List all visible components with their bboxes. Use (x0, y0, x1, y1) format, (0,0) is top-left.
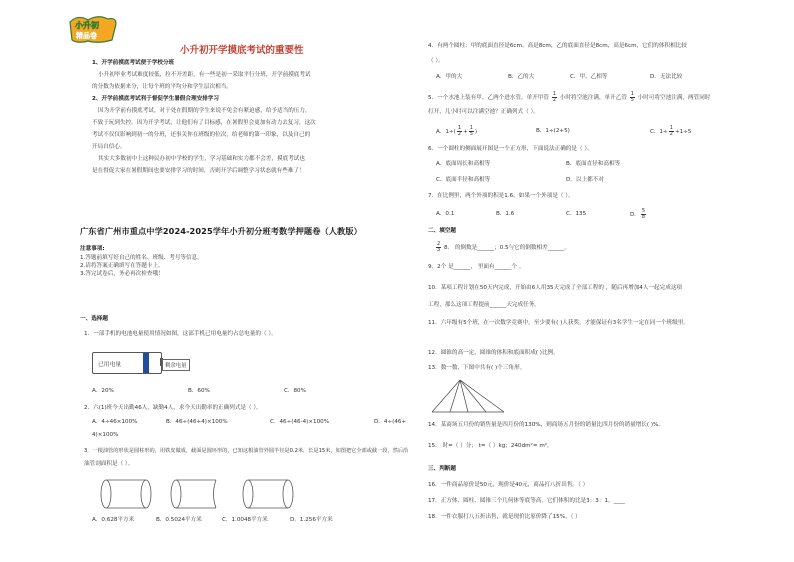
option-a: A．20% (92, 388, 114, 394)
option-d-text: D． (630, 212, 640, 218)
paragraph-line: 的分数为依据来分，让每个班的平均分和学生层次相当。 (92, 84, 232, 90)
notice-item: 1.答题前填写好自己的姓名、班级、考号等信息。 (80, 255, 203, 261)
paragraph-line: 是在督促大家在暑假期间也要安排学习的时间，否则开学后调整学习状态就有些难了！ (92, 168, 305, 174)
question-11: 11．六年级有5个班，在一次数学竞赛中，至少要有( )人获奖，才能保证有3名学生一定在同一个班级里。 (428, 320, 689, 326)
option-c: C．1.0048平方米 (222, 517, 268, 523)
option-c: C．135 (566, 211, 587, 217)
q5-text-b: 小时将空池注满，单开乙管 (559, 95, 627, 101)
section-fill: 二、填空题 (428, 228, 456, 234)
question-15: 15． 时=（ ）分； t=（ ）kg；240dm²= m²。 (428, 443, 553, 449)
option-c-text-2: +1÷5 (674, 129, 692, 135)
fraction: $\frac{1}{5}$ (630, 91, 634, 103)
section-judge: 三、判断题 (428, 466, 456, 472)
option-a: A．4÷46×100% (92, 419, 138, 425)
paragraph-line: 考试不仅仅影响到初一的分班，还事关你在班级的位次，给老师的第一印象，以及自己的 (92, 132, 311, 138)
option-a-text: A．1÷ (436, 129, 454, 135)
question-18: 18．一件衣服打八五折出售，就是现价比原价降了15%。（ ） (428, 514, 581, 520)
option-c: C．46÷(46-4)×100% (270, 419, 330, 425)
option-d-cont: 4)×100% (92, 432, 119, 438)
section-choice: 一、选择题 (80, 316, 108, 322)
option-c: C．底面半径和高相等 (436, 177, 491, 183)
option-b: B．60% (188, 388, 210, 394)
question-14: 14．某商场五月份的销售量是四月份的130%，则商场五月份的销量比四月份的销量增长( )%。 (428, 422, 664, 428)
question-4: 4．有两个圆柱：甲的底面直径是6cm、高是8cm，乙的底面直径是8cm，高是6cm，它们的体积相比较 (428, 43, 687, 49)
question-10: 10．某项工程计划在50天内完成，开始由6人用35天完成了全部工程的 ，随后再增加4人一起完成这项 (428, 285, 683, 291)
notice-item: 3.答完试卷后，务必再次检查哦！ (80, 271, 164, 277)
question-6: 6．一个圆柱的侧面展开图是一个正方形，下面说法正确的是（ ）。 (428, 146, 593, 152)
question-16: 16．一件商品原价是50元，现价是40元，商品打八折出售。（ ） (428, 482, 589, 488)
paragraph-line: 其实大多数初中上这种民办初中学校的学生，学习基础和实力都不会差，摸底考试也 (98, 156, 305, 162)
option-d: D．4÷(46+ (374, 419, 407, 425)
triangle-figure (430, 378, 506, 414)
option-d: D．无法比较 (650, 74, 683, 80)
q5-text-a: 5．一个水池上装有甲、乙两个进水管，单开甲管 (428, 95, 550, 101)
question-2: 2．六(1)班今天出勤46人，缺勤4人，求今天出勤率的正确列式是（ ）。 (84, 405, 262, 411)
option-a: A．底面周长和高相等 (436, 161, 491, 167)
fraction: $\frac{1}{2}$ (552, 91, 556, 103)
notice-item: 2.请将答案正确填写在答题卡上。 (80, 263, 164, 269)
pipe-figure (98, 476, 303, 514)
fraction: $\frac{2}{3}$ (437, 241, 441, 253)
option-b: B．底面直径和高相等 (566, 161, 621, 167)
paragraph-line: 小升初毕业考试难度较低，拉不开差距，有一些是初一采取平行分班，开学前摸底考试 (98, 72, 311, 78)
q8-text: 8． 的倒数是______；0.5与它的倒数相差______。 (443, 245, 571, 251)
option-a: A．0.628平方米 (92, 517, 135, 523)
option-b: B．46÷(46+4)×100% (166, 419, 228, 425)
option-b: B．1÷(2+5) (536, 128, 570, 134)
option-a: A．甲的大 (436, 74, 463, 80)
question-13: 13．数一数，下图中共有( )个三角形。 (428, 365, 526, 371)
option-d: D．1.256平方米 (290, 517, 333, 523)
question-4-cont: （ ）。 (428, 58, 444, 64)
option-b: B．0.5024平方米 (156, 517, 202, 523)
question-9 (428, 264, 524, 271)
option-a: A．1÷( $\frac{1}{2}$ + $\frac{1}{5}$ ) (436, 125, 478, 137)
option-c (650, 126, 691, 137)
fraction: $\frac{5}{8}$ (641, 208, 646, 220)
section-heading-2: 2、开学前摸底考试利于督促学生暑假合理安排学习 (92, 96, 219, 102)
option-a: A．0.1 (436, 211, 455, 217)
logo-icon (68, 14, 118, 44)
svg-text:精品卷: 精品卷 (76, 32, 97, 40)
exam-title: 广东省广州市重点中学2024-2025学年小升初分班考数学押题卷（人教版） (80, 226, 362, 236)
question-10-cont: 工程，那么这项工程提前______天完成任务。 (428, 302, 540, 308)
question-17: 17．正方体、圆柱、圆锥三个几何体等底等高，它们体积的比是3：3：1。____ (428, 498, 625, 504)
option-c: C．80% (284, 388, 306, 394)
paragraph-line: 不致于玩到失控。因为开学考试，让他们有了目标感，在暑假里会更加有动力去复习，这次 (92, 120, 316, 126)
section-heading-1: 1、开学前摸底考试便于学校分班 (92, 60, 175, 66)
option-b: B．1.6 (496, 211, 515, 217)
notice-heading: 注意事项: (80, 246, 105, 252)
fraction: $\frac{1}{5}$ (469, 125, 473, 137)
question-12: 12．圆锥的高一定，圆锥的体积和底面积成( )比例。 (428, 350, 559, 356)
main-title: 小升初开学摸底考试的重要性 (180, 45, 304, 56)
question-8 (428, 242, 570, 253)
question-5-cont: 打开，几小时可以注满空池？正确列式（ ）。 (428, 109, 539, 115)
option-d: D．以上都不对 (566, 177, 604, 183)
paragraph-line: 因为开学前有摸底考试，对于处在假期的学生来说不免会有紧迫感，给予适当的压力， (98, 108, 311, 114)
question-3: 3．一根油管的形状是圆柱形的，用铁皮做成，截面是圆环形的，已知这根油管外圆半径是0.2米，长是15米，如图把它全部或截一段，然后沿 (84, 448, 409, 454)
question-5 (428, 92, 710, 103)
question-7: 7．在比例里，两个外项的积是1.6，如果一个外项是（ ）。 (428, 193, 574, 199)
battery-fill (143, 353, 149, 373)
battery-used-label: 已用电量 (98, 362, 122, 368)
option-d (630, 209, 647, 220)
q5-text-c: 小时可将空池注满，两管同时 (637, 95, 711, 101)
svg-text:小升初: 小升初 (75, 21, 99, 30)
question-3-cont: 油管剖面积是（ ）。 (84, 461, 134, 467)
option-b: B．乙的大 (508, 74, 535, 80)
paragraph-line: 开局自信心。 (92, 144, 126, 150)
battery-left-label: 剩余电量 (162, 359, 190, 371)
question-1: 1．一部手机的电池电量使用情况如图，这部手机已用电量约占总电量的（ ）。 (84, 331, 277, 337)
fraction: $\frac{1}{2}$ (669, 125, 673, 137)
fraction: $\frac{1}{2}$ (457, 125, 462, 137)
option-c: C．甲、乙相等 (570, 74, 608, 80)
option-c-text: C．1÷ (650, 129, 668, 135)
q9-text: 9．2个 是______， 里面有______个 。 (428, 264, 525, 270)
